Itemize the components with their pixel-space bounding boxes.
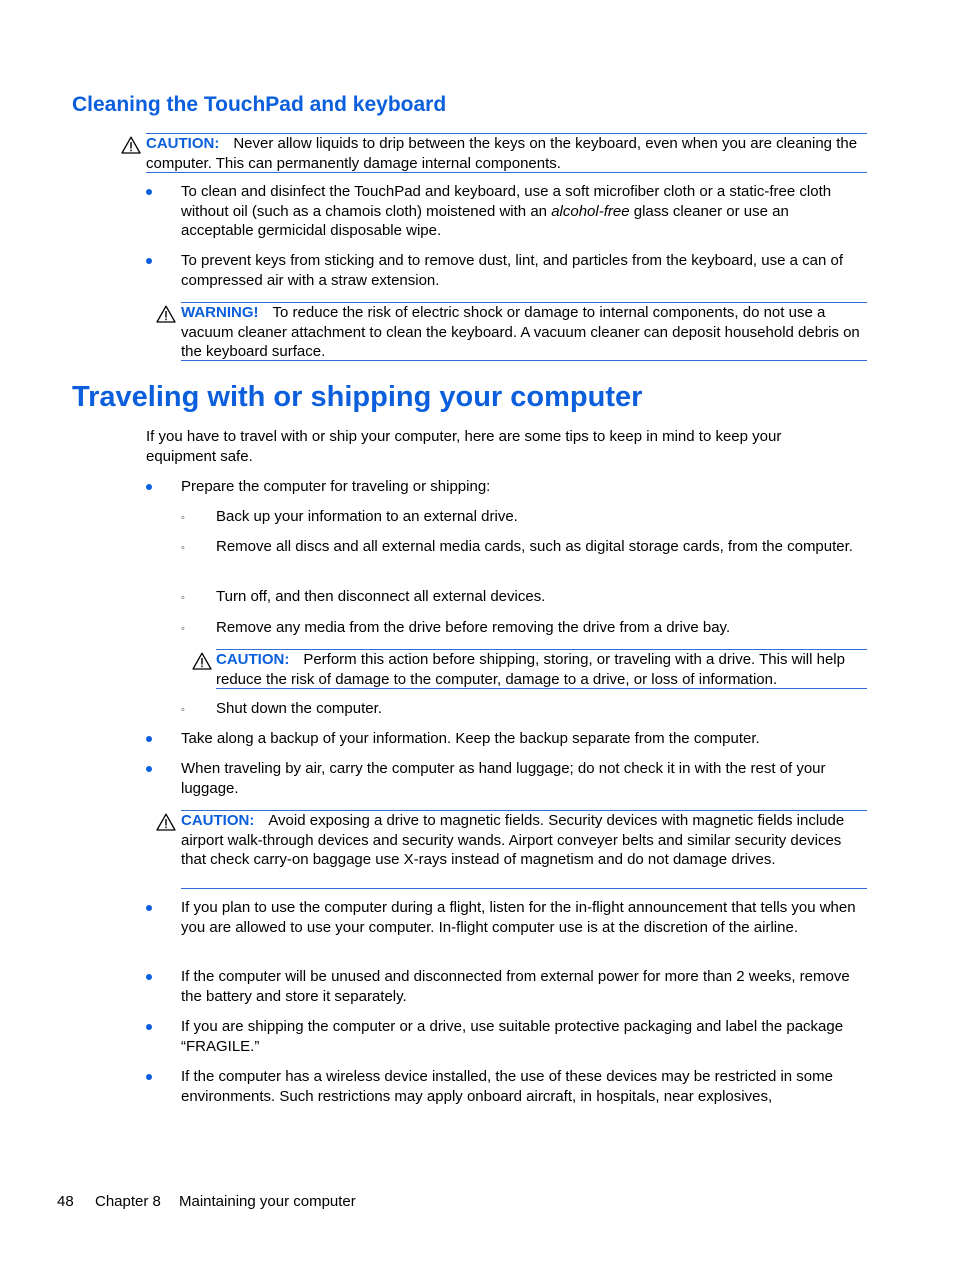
- sub-bullet: ◦: [181, 704, 185, 716]
- list-item: If the computer will be unused and disconnected from external power for more than 2 weeks, remove the battery and store it separately.: [181, 968, 850, 1005]
- bullet-dot: [146, 1074, 152, 1080]
- bullet-dot: [146, 766, 152, 772]
- sub-bullet: ◦: [181, 623, 185, 635]
- sub-list-item: Turn off, and then disconnect all external devices.: [216, 588, 546, 605]
- list-item: If the computer has a wireless device installed, the use of these devices may be restricted in some environments. Such restrictions may apply onboard aircraft, in hospitals, near explosives,: [181, 1068, 833, 1105]
- bullet-dot: [146, 974, 152, 980]
- warning-triangle-icon: [156, 813, 176, 831]
- caution-label: CAUTION:: [216, 651, 290, 668]
- list-item: If you plan to use the computer during a flight, listen for the in-flight announcement that tells you when you are allowed to use your computer. In-flight computer use is at the discretion of the airline.: [181, 899, 856, 936]
- sub-list-item: Remove all discs and all external media cards, such as digital storage cards, from the computer.: [216, 538, 853, 555]
- warning-triangle-icon: [121, 136, 141, 154]
- list-item-text: glass cleaner or use an acceptable germicidal disposable wipe.: [181, 202, 789, 239]
- caution-label: CAUTION:: [181, 812, 255, 829]
- sub-list-item: Remove any media from the drive before removing the drive from a drive bay.: [216, 619, 731, 636]
- caution-note: [181, 810, 867, 889]
- bullet-dot: [146, 1024, 152, 1030]
- list-item: Take along a backup of your information. Keep the backup separate from the computer.: [181, 730, 760, 747]
- warning-label: WARNING!: [181, 304, 259, 321]
- list-item: If you are shipping the computer or a drive, use suitable protective packaging and label the package “FRAGILE.”: [181, 1018, 844, 1055]
- caution-text: Avoid exposing a drive to magnetic fields. Security devices with magnetic fields include airport walk-through devices and security wands. Airport conveyer belts and similar security devices that check carry-on baggage use X-rays instead of magnetism and do not damage drives.: [181, 812, 845, 868]
- warning-triangle-icon: [192, 652, 212, 670]
- sub-list-item: Back up your information to an external drive.: [216, 508, 518, 525]
- section-heading-traveling: Traveling with or shipping your computer: [72, 381, 643, 413]
- sub-bullet: ◦: [181, 592, 185, 604]
- bullet-dot: [146, 905, 152, 911]
- list-item: Prepare the computer for traveling or shipping:: [181, 478, 491, 495]
- list-item-text: To clean and disinfect the TouchPad and keyboard, use a soft microfiber cloth or a static-free cloth without oil (such as a chamois cloth) moistened with an: [181, 183, 832, 220]
- list-item: To prevent keys from sticking and to remove dust, lint, and particles from the keyboard, use a can of compressed air with a straw extension.: [181, 252, 843, 289]
- bullet-dot: [146, 258, 152, 264]
- caution-note: [216, 649, 867, 689]
- footer-chapter: Chapter 8: [95, 1193, 161, 1210]
- list-item-emphasis: alcohol-free: [551, 202, 630, 220]
- warning-note: [181, 302, 867, 361]
- list-item: When traveling by air, carry the computer as hand luggage; do not check it in with the rest of your luggage.: [181, 760, 826, 797]
- caution-text: Perform this action before shipping, storing, or traveling with a drive. This will help reduce the risk of damage to the computer, damage to a drive, or loss of information.: [216, 651, 845, 688]
- bullet-dot: [146, 484, 152, 490]
- bullet-dot: [146, 189, 152, 195]
- bullet-dot: [146, 736, 152, 742]
- intro-paragraph: If you have to travel with or ship your computer, here are some tips to keep in mind to keep your equipment safe.: [146, 428, 782, 465]
- caution-note: [146, 133, 867, 173]
- list-item: [181, 182, 861, 241]
- caution-text: Never allow liquids to drip between the keys on the keyboard, even when you are cleaning the computer. This can permanently damage internal components.: [146, 135, 858, 172]
- footer-chapter-title: Maintaining your computer: [179, 1193, 356, 1210]
- sub-bullet: ◦: [181, 542, 185, 554]
- page-number: 48: [57, 1193, 74, 1210]
- caution-label: CAUTION:: [146, 135, 220, 152]
- section-heading-cleaning: Cleaning the TouchPad and keyboard: [72, 93, 447, 116]
- sub-bullet: ◦: [181, 512, 185, 524]
- sub-list-item: Shut down the computer.: [216, 700, 382, 717]
- warning-text: To reduce the risk of electric shock or damage to internal components, do not use a vacuum cleaner attachment to clean the keyboard. A vacuum cleaner can deposit household debris on the keyboard surface.: [181, 304, 860, 360]
- warning-triangle-icon: [156, 305, 176, 323]
